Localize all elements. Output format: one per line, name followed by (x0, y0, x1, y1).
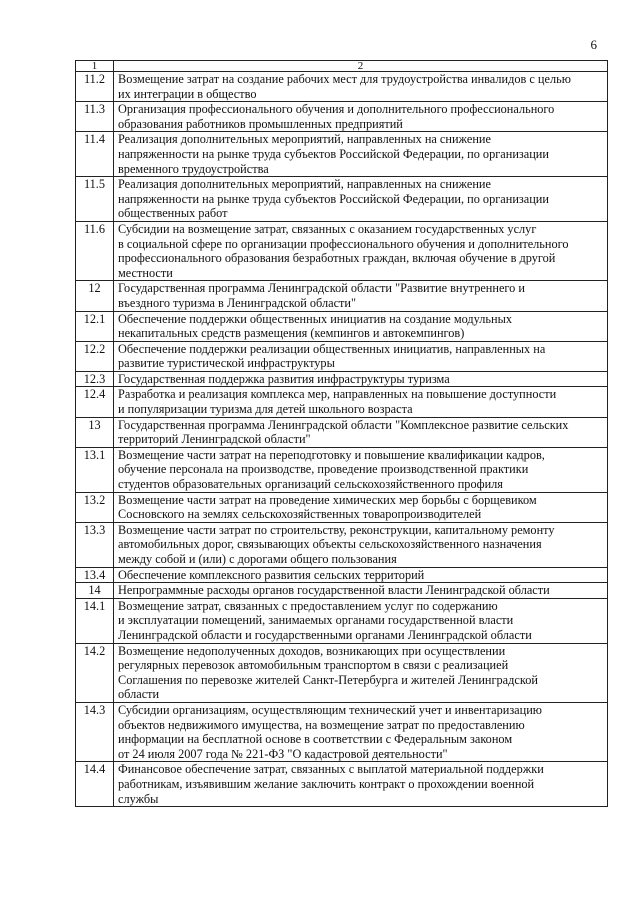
description-line: территорий Ленинградской области" (118, 432, 311, 447)
row-description (114, 522, 608, 567)
description-line: временного трудоустройства (118, 161, 269, 176)
description-line: между собой и (или) с дорогами общего пользования (118, 552, 397, 566)
row-description (114, 598, 608, 643)
description-line: информации на бесплатной основе в соответствии с Федеральным законом (118, 732, 513, 747)
row-description (114, 341, 608, 371)
description-line: Обеспечение комплексного развития сельских территорий (118, 567, 425, 582)
row-description (114, 387, 608, 417)
row-description (114, 132, 608, 177)
table-row (76, 387, 608, 417)
description-line: Государственная поддержка развития инфраструктуры туризма (118, 371, 450, 386)
description-line: регулярных перевозок автомобильным транспортом в связи с реализацией (118, 658, 509, 673)
column-header-number: 1 (76, 61, 114, 72)
row-description (114, 371, 608, 387)
row-number: 14.2 (76, 643, 114, 702)
row-number: 12.1 (76, 311, 114, 341)
description-line: Организация профессионального обучения и дополнительного профессионального (118, 102, 555, 117)
row-description (114, 447, 608, 492)
row-number: 12.4 (76, 387, 114, 417)
description-line: Финансовое обеспечение затрат, связанных с выплатой материальной поддержки (118, 762, 544, 777)
table-body (76, 72, 608, 807)
description-line: Разработка и реализация комплекса мер, направленных на повышение доступности (118, 387, 557, 402)
row-number: 14 (76, 583, 114, 599)
row-number: 13.3 (76, 522, 114, 567)
row-description (114, 492, 608, 522)
row-description (114, 567, 608, 583)
description-line: и популяризации туризма для детей школьного возраста (118, 402, 413, 417)
table-row (76, 341, 608, 371)
description-line: студентов образовательных организаций сельскохозяйственного профиля (118, 477, 503, 492)
row-number: 14.3 (76, 702, 114, 761)
description-line: Обеспечение поддержки реализации общественных инициатив, направленных на (118, 341, 546, 356)
column-header-description: 2 (114, 61, 608, 72)
row-description (114, 311, 608, 341)
description-line: Соглашения по перевозке жителей Санкт-Петербурга и жителей Ленинградской (118, 672, 538, 687)
description-line: профессионального образования безработных граждан, включая обучение в другой (118, 251, 556, 266)
description-line: въездного туризма в Ленинградской области" (118, 295, 357, 310)
table-row (76, 447, 608, 492)
row-number: 11.2 (76, 72, 114, 102)
description-line: напряженности на рынке труда субъектов Российской Федерации, по организации (118, 146, 549, 161)
table-row (76, 583, 608, 599)
description-line: службы (118, 791, 159, 806)
description-line: Обеспечение поддержки общественных инициатив на создание модульных (118, 311, 513, 326)
description-line: Возмещение части затрат на проведение химических мер борьбы с борщевиком (118, 492, 537, 507)
row-number: 12.3 (76, 371, 114, 387)
row-number: 12 (76, 281, 114, 311)
table-row (76, 311, 608, 341)
row-description (114, 643, 608, 702)
description-line: Субсидии организациям, осуществляющим технический учет и инвентаризацию (118, 702, 542, 717)
table-row (76, 177, 608, 222)
row-description (114, 221, 608, 280)
description-line: обучение персонала на производстве, проведение производственной практики (118, 462, 529, 477)
table-row (76, 567, 608, 583)
description-line: Непрограммные расходы органов государственной власти Ленинградской области (118, 583, 550, 598)
row-number: 13.4 (76, 567, 114, 583)
description-line: и эксплуатации помещений, занимаемых органами государственной власти (118, 613, 514, 628)
row-description (114, 102, 608, 132)
description-line: Возмещение части затрат на переподготовку и повышение квалификации кадров, (118, 447, 545, 462)
table-row (76, 643, 608, 702)
description-line: Возмещение затрат, связанных с предоставлением услуг по содержанию (118, 598, 498, 613)
description-line: Ленинградской области и государственными органами Ленинградской области (118, 627, 532, 642)
description-line: Реализация дополнительных мероприятий, направленных на снижение (118, 177, 491, 192)
table-row (76, 72, 608, 102)
description-line: развитие туристической инфраструктуры (118, 356, 335, 371)
row-description (114, 583, 608, 599)
description-line: образования работников промышленных предприятий (118, 116, 403, 131)
description-line: Возмещение недополученных доходов, возникающих при осуществлении (118, 643, 506, 658)
row-description (114, 417, 608, 447)
table-row (76, 371, 608, 387)
row-number: 11.5 (76, 177, 114, 222)
row-number: 13.1 (76, 447, 114, 492)
description-line: объектов недвижимого имущества, на возмещение затрат по предоставлению (118, 717, 525, 732)
page-number: 6 (590, 37, 597, 52)
table-row (76, 598, 608, 643)
row-number: 14.4 (76, 762, 114, 807)
row-description (114, 281, 608, 311)
row-number: 13.2 (76, 492, 114, 522)
description-line: некапитальных средств размещения (кемпингов и автокемпингов) (118, 326, 465, 341)
description-line: области (118, 687, 160, 702)
subsidy-table (75, 60, 608, 807)
row-description (114, 762, 608, 807)
table-row (76, 417, 608, 447)
row-description (114, 177, 608, 222)
table-row (76, 492, 608, 522)
description-line: в социальной сфере по организации профессионального обучения и дополнительного (118, 236, 569, 251)
description-line: их интеграции в общество (118, 86, 257, 101)
description-line: от 24 июля 2007 года № 221-ФЗ "О кадастровой деятельности" (118, 746, 448, 761)
table-row (76, 522, 608, 567)
row-number: 11.6 (76, 221, 114, 280)
row-description (114, 72, 608, 102)
description-line: напряженности на рынке труда субъектов Российской Федерации, по организации (118, 191, 549, 206)
description-line: Государственная программа Ленинградской области "Развитие внутреннего и (118, 281, 525, 296)
description-line: Субсидии на возмещение затрат, связанных с оказанием государственных услуг (118, 221, 537, 236)
table-row (76, 762, 608, 807)
description-line: Сосновского на землях сельскохозяйственных товаропроизводителей (118, 507, 482, 522)
table-row (76, 102, 608, 132)
description-line: общественных работ (118, 206, 228, 221)
table-row (76, 702, 608, 761)
table-row (76, 281, 608, 311)
table-row (76, 221, 608, 280)
description-line: Возмещение части затрат по строительству, реконструкции, капитальному ремонту (118, 522, 555, 537)
description-line: Реализация дополнительных мероприятий, направленных на снижение (118, 132, 491, 147)
row-description (114, 702, 608, 761)
row-number: 13 (76, 417, 114, 447)
table-row (76, 132, 608, 177)
description-line: Государственная программа Ленинградской области "Комплексное развитие сельских (118, 417, 569, 432)
table-header-row (76, 61, 608, 72)
description-line: Возмещение затрат на создание рабочих мест для трудоустройства инвалидов с целью (118, 72, 571, 86)
row-number: 11.3 (76, 102, 114, 132)
row-number: 11.4 (76, 132, 114, 177)
description-line: работникам, изъявившим желание заключить контракт о прохождении военной (118, 776, 535, 791)
description-line: автомобильных дорог, связывающих объекты сельскохозяйственного назначения (118, 537, 542, 552)
row-number: 12.2 (76, 341, 114, 371)
description-line: местности (118, 265, 173, 280)
row-number: 14.1 (76, 598, 114, 643)
